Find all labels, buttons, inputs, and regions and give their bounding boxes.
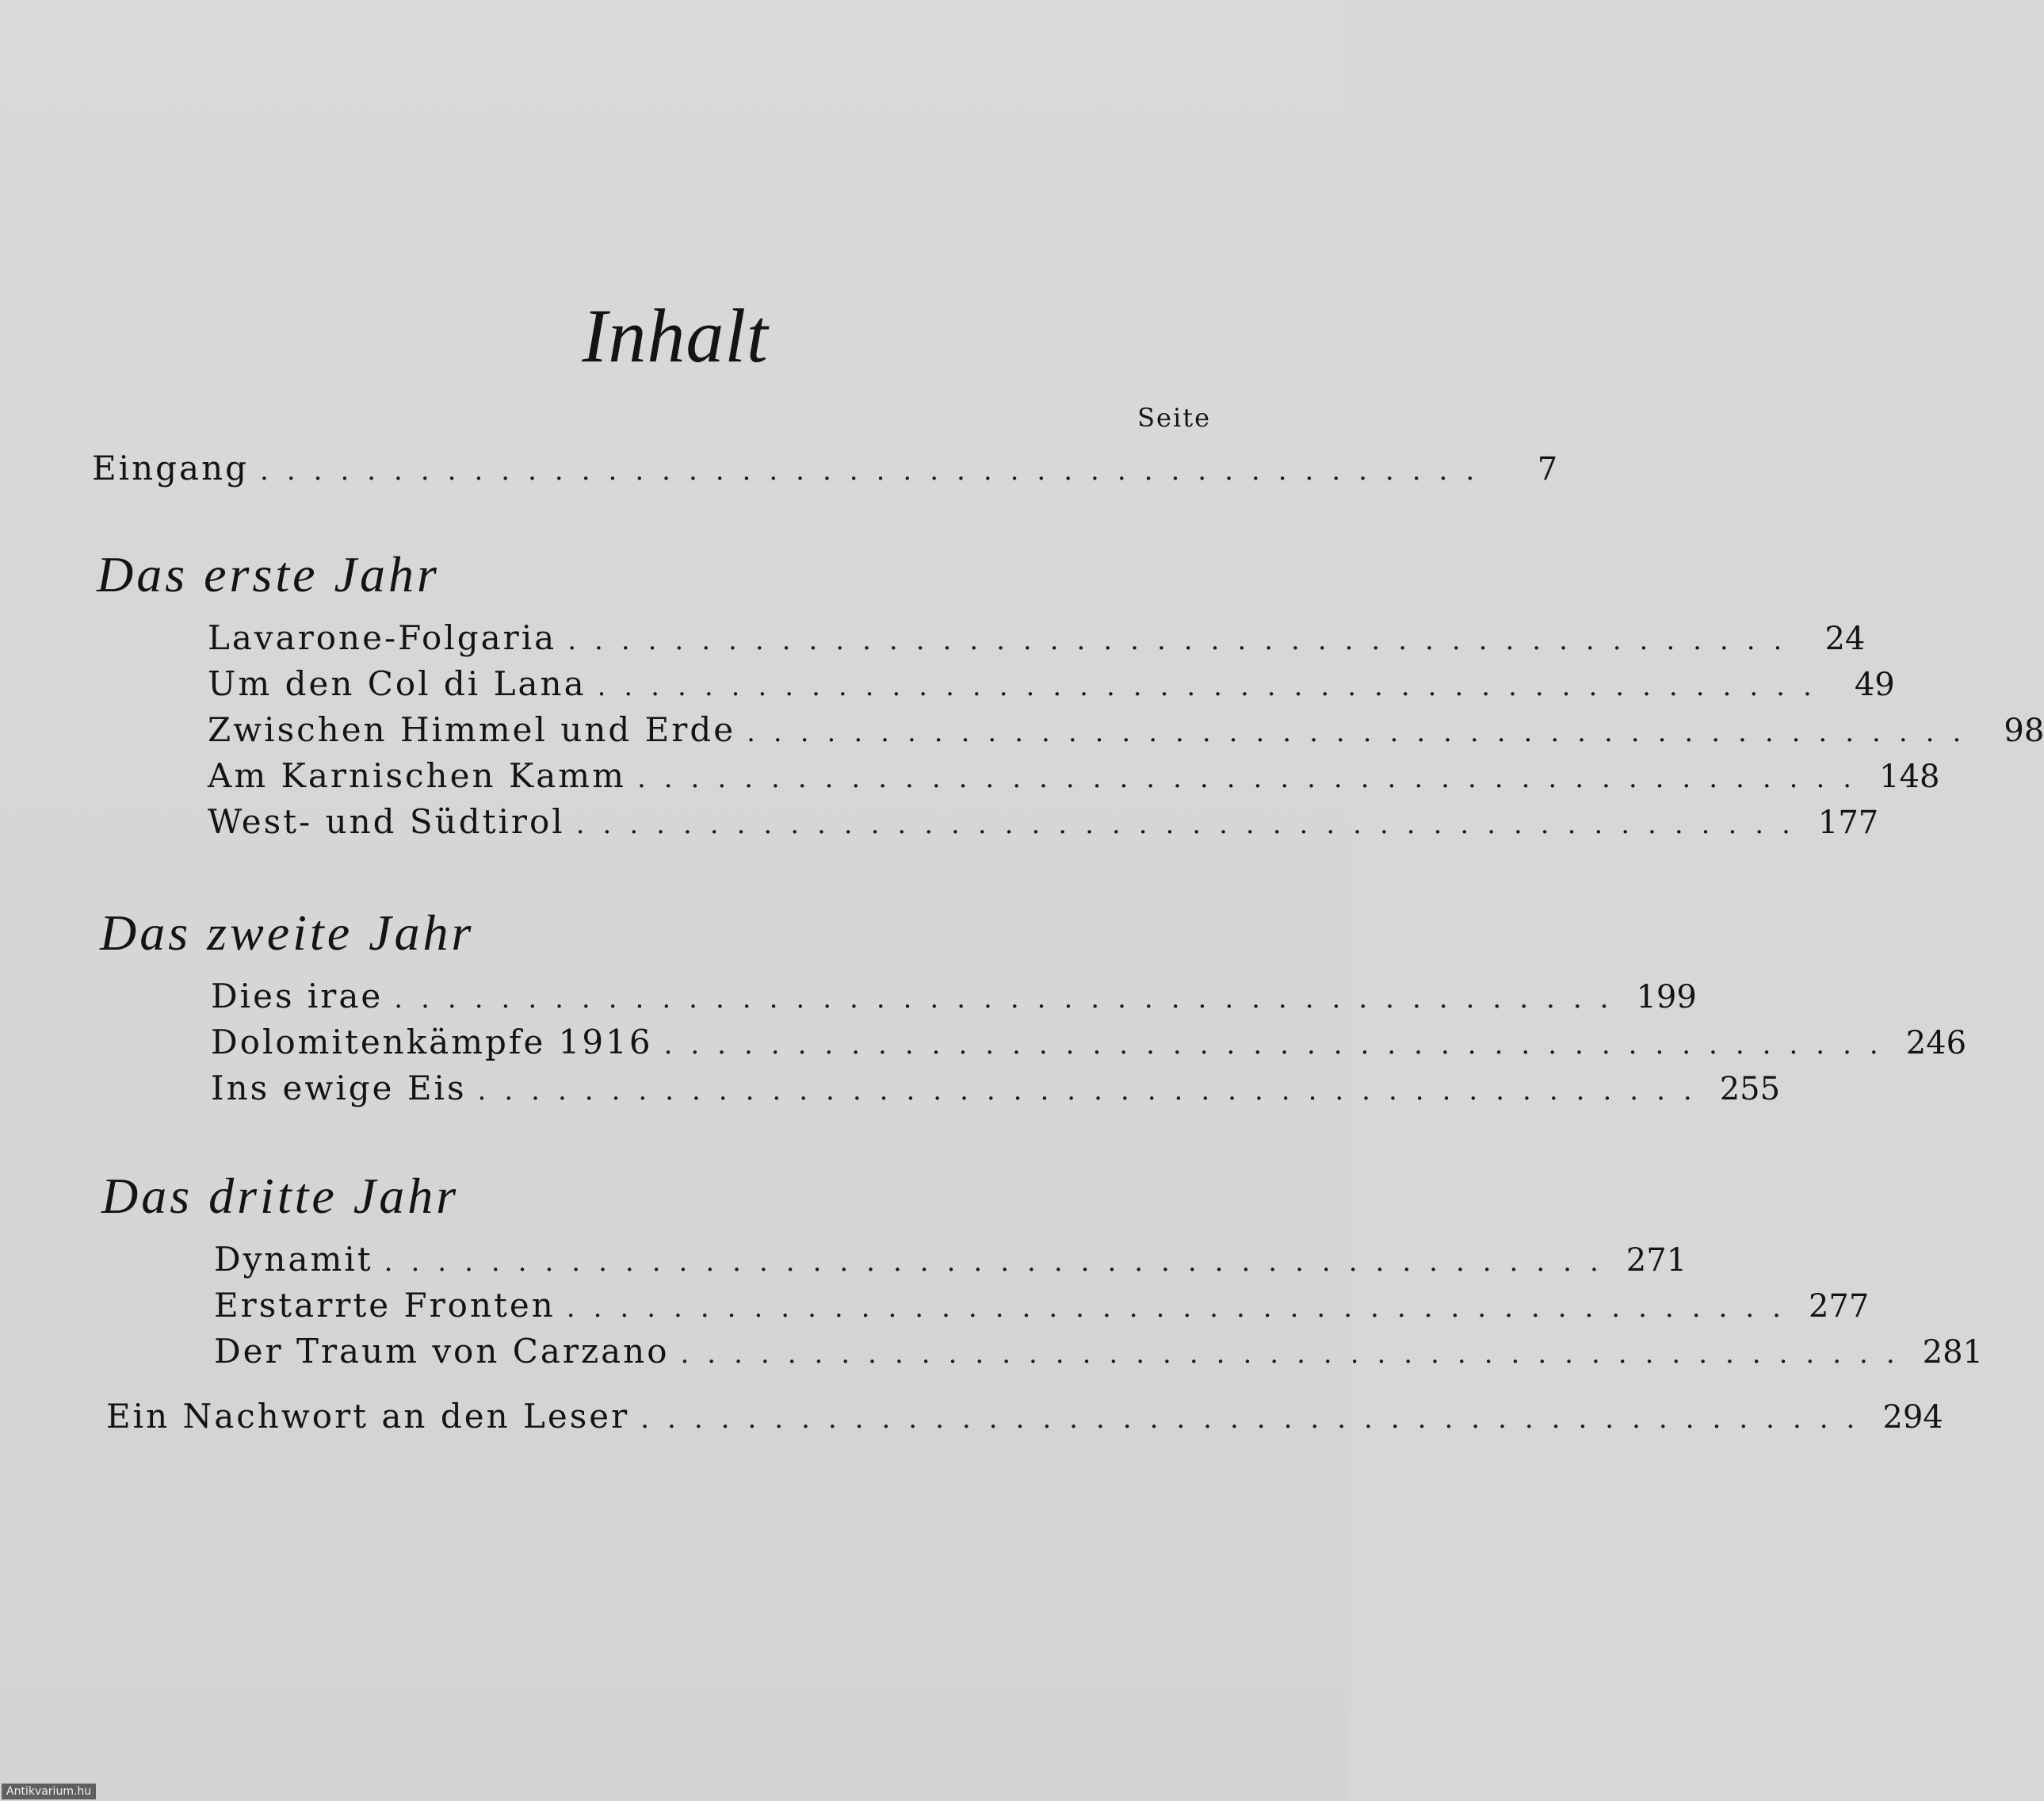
toc-entry-title: Dolomitenkämpfe 1916	[211, 1023, 653, 1061]
toc-entry-title: Lavarone-Folgaria	[208, 618, 557, 657]
toc-entry-page: 199	[1636, 979, 1697, 1015]
toc-entry	[214, 1240, 1687, 1284]
section-heading: Das erste Jahr	[97, 546, 440, 602]
toc-entry-afterword	[106, 1397, 1943, 1441]
toc-entry-title: West- und Südtirol	[208, 802, 565, 841]
toc-entry-intro	[92, 449, 1558, 493]
toc-entry-title: Am Karnischen Kamm	[208, 756, 626, 795]
section-heading: Das dritte Jahr	[101, 1168, 460, 1224]
toc-entry-page: 246	[1905, 1025, 1967, 1061]
toc-entry-page: 49	[1854, 667, 1895, 703]
leader-dots: ..............................................	[567, 625, 1801, 656]
toc-entry-page: 277	[1808, 1288, 1870, 1325]
toc-entry-page: 281	[1922, 1334, 1984, 1371]
toc-entry	[208, 802, 1879, 847]
toc-entry-title: Um den Col di Lana	[208, 664, 586, 703]
toc-entry-title: Erstarrte Fronten	[214, 1286, 556, 1325]
page-column-label: Seite	[1137, 403, 1211, 433]
toc-entry	[208, 710, 2044, 755]
toc-entry	[208, 664, 1895, 709]
toc-entry-page: 7	[1537, 451, 1558, 488]
watermark: Antikvarium.hu	[2, 1784, 96, 1799]
leader-dots: ..............................................	[680, 1338, 1913, 1370]
toc-entry-page: 271	[1626, 1242, 1687, 1279]
page-title: Inhalt	[582, 293, 769, 378]
leader-dots: ..............................................	[636, 763, 1870, 794]
toc-entry	[211, 977, 1697, 1021]
toc-entry-page: 294	[1882, 1399, 1943, 1436]
toc-entry-page: 177	[1817, 805, 1879, 841]
toc-entry-page: 255	[1719, 1071, 1781, 1107]
toc-entry-title: Ein Nachwort an den Leser	[106, 1397, 630, 1436]
leader-dots: ..............................................	[566, 1292, 1799, 1324]
leader-dots: ..............................................	[597, 671, 1830, 702]
leader-dots: ..............................................	[640, 1403, 1874, 1435]
toc-entry-page: 148	[1879, 759, 1940, 795]
toc-entry-title: Ins ewige Eis	[211, 1069, 467, 1107]
leader-dots: ..............................................	[575, 809, 1809, 840]
toc-entry-title: Dynamit	[214, 1240, 373, 1279]
toc-entry	[211, 1023, 1967, 1067]
leader-dots: ..............................................	[394, 983, 1627, 1015]
toc-entry	[211, 1069, 1781, 1113]
toc-entry-title: Eingang	[92, 449, 250, 488]
leader-dots: ..............................................	[477, 1075, 1710, 1107]
section-heading: Das zweite Jahr	[100, 904, 475, 961]
leader-dots: ..............................................	[384, 1246, 1617, 1278]
leader-dots: ..............................................	[260, 455, 1493, 487]
toc-entry-title: Der Traum von Carzano	[214, 1332, 670, 1371]
toc-entry-title: Zwischen Himmel und Erde	[208, 710, 736, 749]
leader-dots: ..............................................	[663, 1029, 1897, 1061]
leader-dots: ..............................................	[747, 717, 1980, 748]
toc-entry-page: 98	[2004, 713, 2044, 749]
toc-entry	[208, 756, 1940, 801]
toc-entry	[208, 618, 1866, 663]
toc-entry	[214, 1332, 1984, 1376]
toc-entry-page: 24	[1824, 621, 1866, 657]
toc-entry-title: Dies irae	[211, 977, 384, 1015]
toc-entry	[214, 1286, 1870, 1330]
